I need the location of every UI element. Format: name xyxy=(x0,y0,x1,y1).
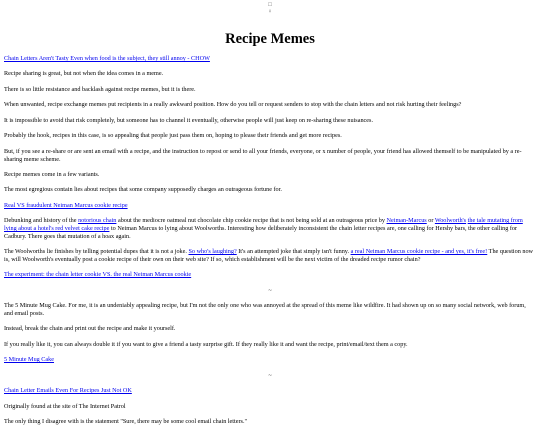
paragraph: But, if you see a re-share or are sent an email with a recipe, and the instruction to repost or send to all your friends, everyone, or x number of people, your friend has allowed themself to be manipulated by a re-sharing meme scheme. xyxy=(4,147,522,163)
page-title: Recipe Memes xyxy=(225,31,315,47)
text-span: to Neiman Marcus to lying about Woolworths. Interesting how deliberately inconsistent the chain letter recipes are, one calling for Hershy bars, the other calling for Cadbury. There goes that mutation of a hoax again. xyxy=(4,225,518,240)
real-neiman-recipe-link[interactable]: a real Neiman Marcus cookie recipe - and yes, it's free! xyxy=(350,248,488,256)
paragraph: Instead, break the chain and print out the recipe and make it yourself. xyxy=(4,325,176,333)
paragraph-debunking xyxy=(4,217,536,240)
text-span: Debunking and history of the xyxy=(4,217,79,225)
paragraph: If you really like it, you can always double it if you want to give a friend a tasty surprise gift. If they really like it and want the recipe, print/email/text them a copy. xyxy=(4,340,408,348)
paragraph: Recipe sharing is great, but not when the idea comes in a meme. xyxy=(4,70,164,78)
text-span: or xyxy=(426,217,435,225)
paragraph-neiman-link xyxy=(4,202,536,210)
paragraph: When unwanted, recipe exchange memes put recipients in a really awkward position. How do you tell or request senders to stop with the chain letters and not risk hurting their feelings? xyxy=(4,101,462,109)
text-span: The Woolworths lie finishes by telling potential dupes that it is not a joke. xyxy=(4,248,189,256)
paragraph: Recipe memes come in a few variants. xyxy=(4,170,100,178)
paragraph: Originally found at the site of The Internet Patrol xyxy=(4,402,126,410)
paragraph-mug-cake-link xyxy=(4,356,536,364)
paragraph: The most egregious contain lies about recipes that some company supposedly charges an outrageous fortune for. xyxy=(4,186,282,194)
header-icons xyxy=(0,2,540,16)
text-span: It's an attempted joke that simply isn't funny. xyxy=(236,248,351,256)
neiman-marcus-recipe-link[interactable]: Real VS fraudulent Neiman Marcus cookie recipe xyxy=(4,201,128,209)
paragraph: The 5 Minute Mug Cake. For me, it is an undeniably appealing recipe, but I'm not the only one who was annoyed at the spread of this meme like wildfire. It had shown up on so many social network, web forum, and email posts. xyxy=(4,302,526,317)
paragraph: There is so little resistance and backlash against recipe memes, but it is there. xyxy=(4,85,196,93)
paragraph-experiment-link xyxy=(4,271,536,279)
mug-cake-link[interactable]: 5 Minute Mug Cake xyxy=(4,356,55,364)
article-body xyxy=(4,55,536,434)
female-symbol-icon: ♀ xyxy=(267,9,273,15)
paragraph: Probably the hook, recipes in this case, is so appealing that people just pass them on, hoping to please their friends and get more recipes. xyxy=(4,132,342,140)
text-span: The question now is, will Woolworth's eventually post a cookie recipe of their own on their web site? If so, which establishment will be the next victim of the dreaded recipe rumor chain? xyxy=(4,248,534,263)
text-span: about the mediocre oatmeal nut chocolate chip cookie recipe that is not being sold at an outrageous price by xyxy=(116,217,387,225)
whos-laughing-link[interactable]: So who's laughing? xyxy=(188,248,237,256)
neiman-marcus-link[interactable]: Neiman-Marcus xyxy=(386,217,427,225)
chow-article-link[interactable]: Chain Letters Aren't Tasty Even when food is the subject, they still annoy - CHOW xyxy=(4,55,210,62)
paragraph: It is impossible to avoid that risk completely, but someone has to channel it eventually, otherwise people will just keep on re-sharing these nuisances. xyxy=(4,116,373,124)
paragraph: The only thing I disagree with is the statement "Sure, there may be some cool email chain letters." xyxy=(4,418,248,426)
paragraph-woolworths xyxy=(4,248,536,263)
section-separator: ~ xyxy=(268,286,272,294)
woolworths-link[interactable]: Woolworth's xyxy=(434,217,467,225)
chain-letter-emails-link[interactable]: Chain Letter Emails Even For Recipes Just Not OK xyxy=(4,387,132,395)
section-separator: ~ xyxy=(268,371,272,379)
notorious-chain-link[interactable]: notorious chain xyxy=(78,217,117,225)
paragraph-chow-link xyxy=(4,55,536,63)
paragraph-chain-emails-link xyxy=(4,387,536,395)
experiment-link[interactable]: The experiment: the chain letter cookie VS. the real Neiman Marcus cookie xyxy=(4,271,192,279)
broken-image-icon: □ xyxy=(268,2,272,8)
tale-mutating-link[interactable]: the tale mutating from lying about a hotel's red velvet cake recipe xyxy=(4,217,523,233)
